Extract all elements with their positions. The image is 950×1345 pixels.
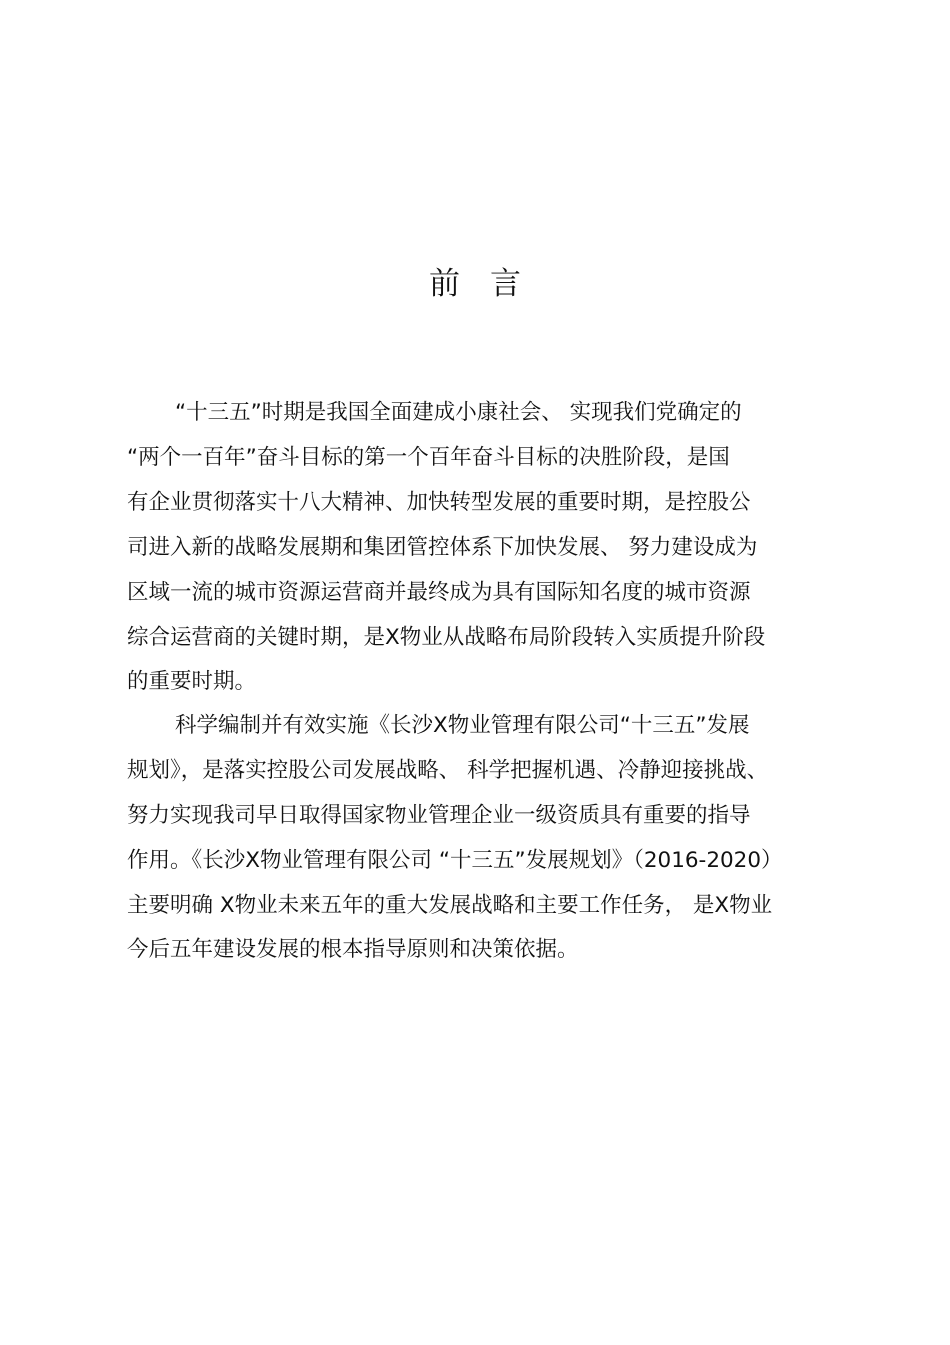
paragraph-2-line-4: 作用。《长沙X物业管理有限公司 “十三五”发展规划》（2016-2020） (127, 848, 783, 873)
paragraph-1-line-3: 有企业贯彻落实十八大精神、加快转型发展的重要时期，是控股公 (127, 490, 751, 515)
paragraph-2-line-3: 努力实现我司早日取得国家物业管理企业一级资质具有重要的指导 (127, 803, 751, 828)
paragraph-1-line-7: 的重要时期。 (127, 669, 257, 694)
paragraph-2-line-6: 今后五年建设发展的根本指导原则和决策依据。 (127, 937, 579, 962)
paragraph-1-line-2: “两个一百年”奋斗目标的第一个百年奋斗目标的决胜阶段，是国 (127, 445, 730, 470)
paragraph-2-line-5: 主要明确 X物业未来五年的重大发展战略和主要工作任务， 是X物业 (127, 893, 773, 918)
paragraph-2-line-1: 科学编制并有效实施《长沙X物业管理有限公司“十三五”发展 (175, 713, 750, 738)
paragraph-1-line-4: 司进入新的战略发展期和集团管控体系下加快发展、 努力建设成为 (127, 535, 758, 560)
paragraph-1-line-1: “十三五”时期是我国全面建成小康社会、 实现我们党确定的 (175, 400, 742, 425)
paragraph-1-line-6: 综合运营商的关键时期，是X物业从战略布局阶段转入实质提升阶段 (127, 625, 766, 650)
document-title: 前言 (429, 266, 551, 302)
paragraph-2-line-2: 规划》，是落实控股公司发展战略、 科学把握机遇、冷静迎接挑战、 (127, 758, 769, 783)
paragraph-1-line-5: 区域一流的城市资源运营商并最终成为具有国际知名度的城市资源 (127, 580, 751, 605)
